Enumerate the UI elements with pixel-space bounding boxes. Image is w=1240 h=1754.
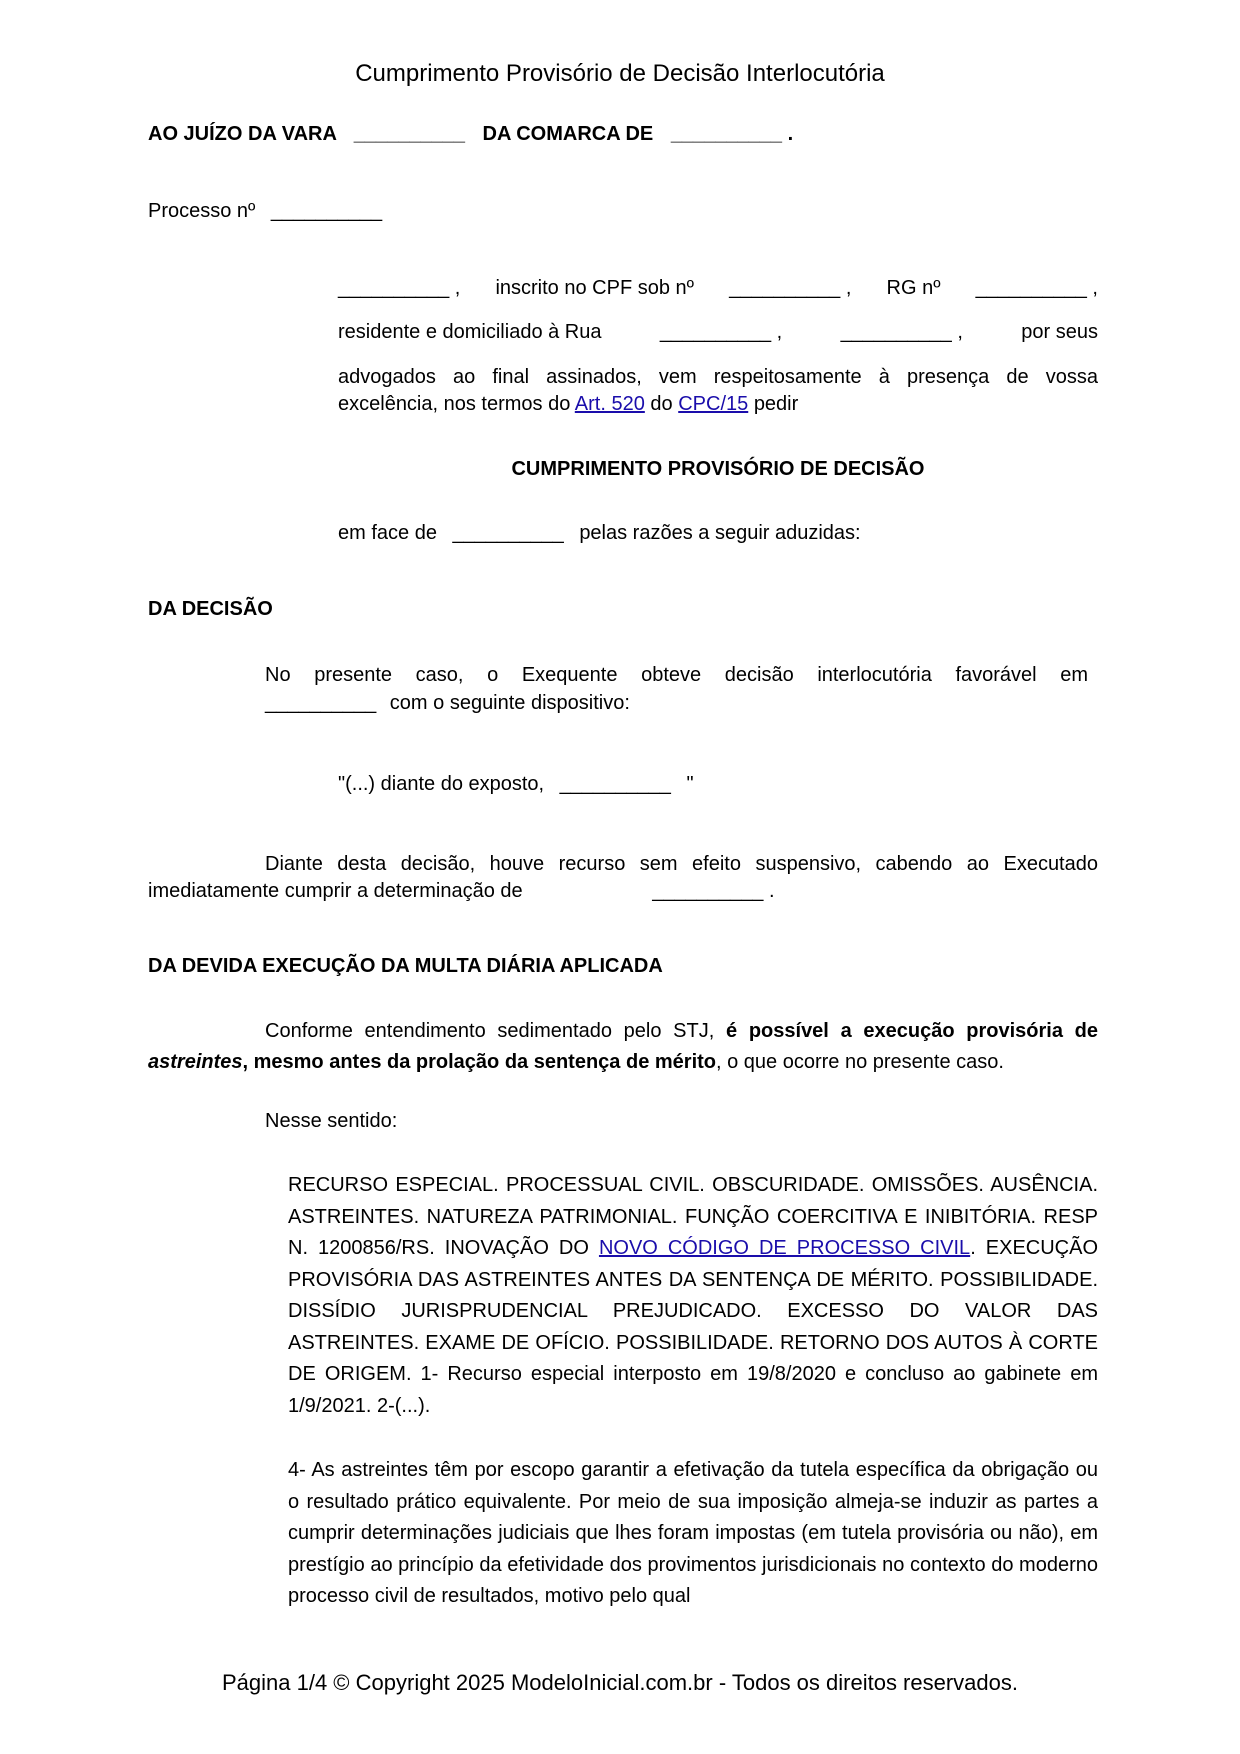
qualification-line-1 [338, 277, 1098, 300]
page-footer: Página 1/4 © Copyright 2025 ModeloInicial.com.br - Todos os direitos reservados. [222, 1670, 1018, 1695]
decision-quote [338, 773, 694, 796]
stj-text: Conforme entendimento sedimentado pelo STJ, [265, 1020, 715, 1042]
citation-block-1 [288, 1170, 1098, 1422]
appeal-para-line-2 [148, 880, 775, 903]
petition-title: CUMPRIMENTO PROVISÓRIO DE DECISÃO [511, 458, 925, 480]
blank-defendant: __________ [452, 522, 564, 544]
address-part1: AO JUÍZO DA VARA [148, 123, 337, 145]
decision-para-line-2 [265, 692, 630, 715]
cpc-15-link[interactable]: CPC/15 [678, 393, 749, 415]
section-heading-decisao: DA DECISÃO [148, 598, 273, 620]
qualification-line-4 [338, 393, 1098, 416]
court-address [148, 123, 1108, 146]
section-heading-execucao: DA DEVIDA EXECUÇÃO DA MULTA DIÁRIA APLICADA [148, 955, 663, 977]
stj-text-end: , o que ocorre no presente caso. [716, 1051, 1004, 1073]
decision-para-line-1: No presente caso, o Exequente obteve decisão interlocutória favorável em [265, 664, 1088, 686]
do-text: do [650, 393, 673, 415]
process-label: Processo nº [148, 200, 256, 222]
blank-determination: __________ . [652, 880, 775, 902]
blank-comarca: __________ . [670, 123, 794, 145]
cpf-label: inscrito no CPF sob nº [495, 277, 694, 299]
determination-text: imediatamente cumprir a determinação de [148, 880, 523, 902]
blank-name: __________ , [338, 277, 461, 299]
qualification-line-3: advogados ao final assinados, vem respeitosamente à presença de vossa [338, 366, 1098, 388]
process-number [148, 200, 382, 223]
rg-label: RG nº [886, 277, 941, 299]
terms-text: excelência, nos termos do [338, 393, 571, 415]
citation-block-2: 4- As astreintes têm por escopo garantir a efetivação da tutela específica da obrigação ou o resultado prático equivalente. Por meio de sua imposição almeja-se induzir as partes a cumprir determinações judiciais que lhes foram impostas (em tutela provisória ou não), em prestígio ao princípio da efetividade dos provimentos jurisdicionais no contexto do moderno processo civil de resultados, motivo pelo qual [288, 1459, 1098, 1607]
lawyers-label: por seus [1021, 321, 1098, 343]
astreintes-term: astreintes [148, 1051, 243, 1073]
address-part2: DA COMARCA DE [482, 123, 654, 145]
quote-close: " [686, 773, 694, 795]
stj-paragraph [148, 1016, 1098, 1078]
stj-bold-1: é possível a execução provisória de [726, 1020, 1099, 1042]
qualification-line-2 [338, 321, 1098, 344]
art-520-link[interactable]: Art. 520 [574, 393, 645, 415]
page-header-title: Cumprimento Provisório de Decisão Interlocutória [355, 60, 885, 87]
nesse-sentido: Nesse sentido: [265, 1110, 398, 1132]
blank-cpf: __________ , [729, 277, 852, 299]
blank-street: __________ , [659, 321, 783, 343]
citation-1-text-2: . EXECUÇÃO PROVISÓRIA DAS ASTREINTES ANTES DA SENTENÇA DE MÉRITO. POSSIBILIDADE. DISSÍDIO JURISPRUDENCIAL PREJUDICADO. EXCESSO DO VALOR DAS ASTREINTES. EXAME DE OFÍCIO. POSSIBILIDADE. RETORNO DOS AUTOS À CORTE DE ORIGEM. 1- Recurso especial interposto em 19/8/2020 e concluso ao gabinete em 1/9/2021. 2-(...). [288, 1237, 1099, 1417]
blank-date: __________ [265, 692, 377, 714]
appeal-para-line-1: Diante desta decisão, houve recurso sem efeito suspensivo, cabendo ao Executado [265, 853, 1098, 875]
against-label: em face de [338, 522, 437, 544]
stj-bold-2: , mesmo antes da prolação da sentença de mérito [242, 1051, 716, 1073]
blank-quote: __________ [559, 773, 671, 795]
against-line [338, 522, 861, 545]
citation-1-text: RECURSO ESPECIAL. PROCESSUAL CIVIL. OBSCURIDADE. OMISSÕES. AUSÊNCIA. ASTREINTES. NATUREZA PATRIMONIAL. FUNÇÃO COERCITIVA E INIBITÓRIA. RESP N. 1200856/RS. INOVAÇÃO DO [288, 1174, 1098, 1259]
pedir-text: pedir [753, 393, 799, 415]
dispositive-text: com o seguinte dispositivo: [389, 692, 630, 714]
quote-text: "(...) diante do exposto, [338, 773, 545, 795]
blank-number: __________ , [840, 321, 963, 343]
blank-vara: __________ [353, 123, 465, 145]
novo-cpc-link[interactable]: NOVO CÓDIGO DE PROCESSO CIVIL [598, 1237, 971, 1259]
reasons-text: pelas razões a seguir aduzidas: [579, 522, 861, 544]
blank-rg: __________ , [975, 277, 1098, 299]
address-label: residente e domiciliado à Rua [338, 321, 602, 343]
blank-process: __________ [270, 200, 383, 222]
